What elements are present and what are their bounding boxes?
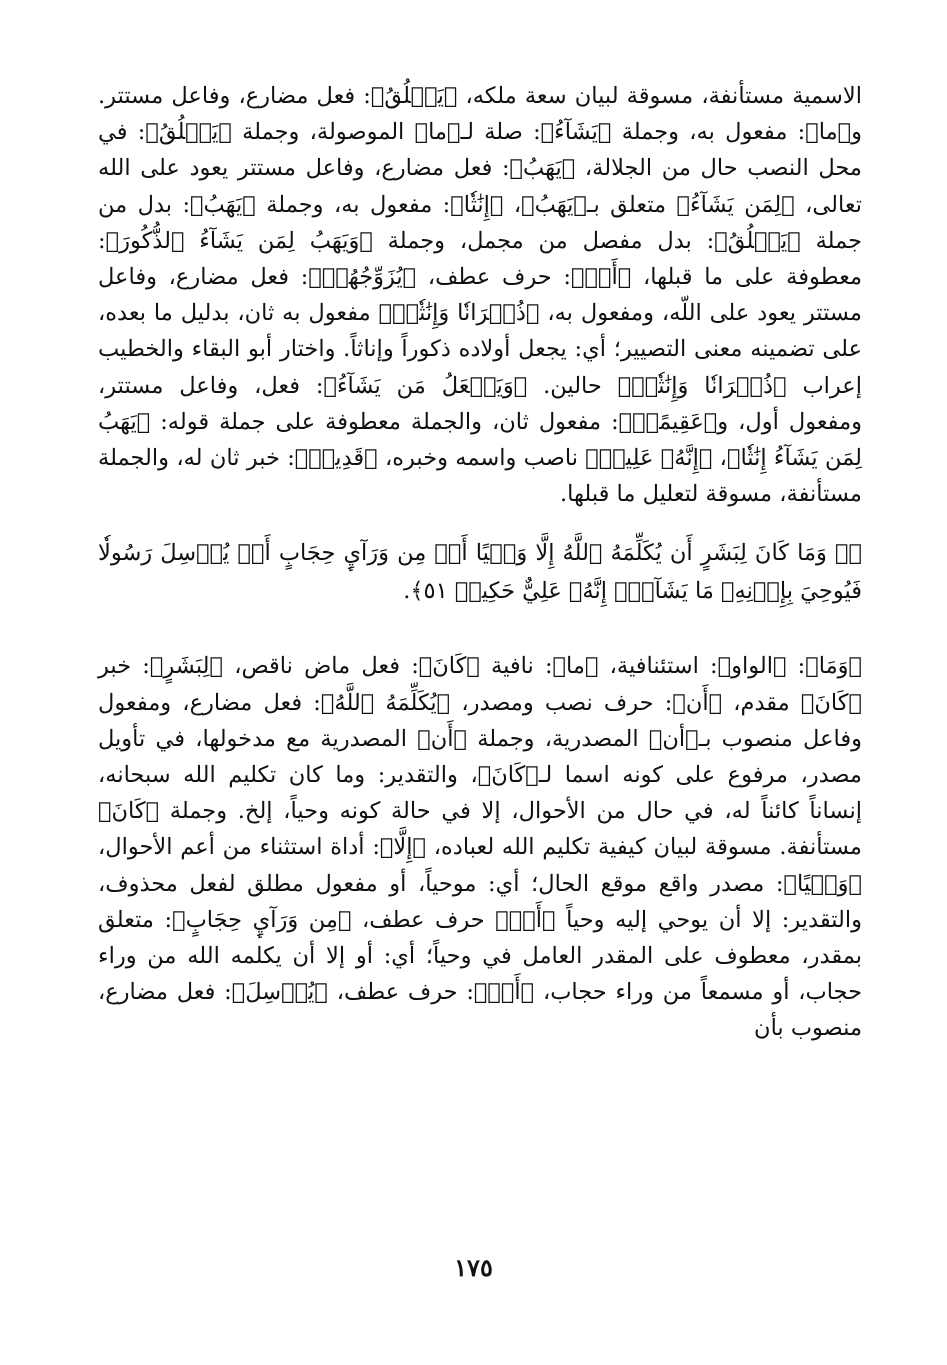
- paragraph-i-rab-ayah-51: ﴿وَمَا﴾: ﴿الواو﴾: استئنافية، ﴿ما﴾: نافية ﴿كَانَ﴾: فعل ماض ناقص، ﴿لِبَشَرٍ﴾: خبر ﴿كَانَ﴾ مقدم، ﴿أَن﴾: حرف نصب ومصدر، ﴿يُكَلِّمَهُ ٱللَّهُ﴾: فعل مضارع، ومفعول وفاعل منصوب بـ﴿أن﴾ المصدرية، وجملة ﴿أَن﴾ المصدرية مع مدخولها، في تأويل مصدر، مرفوع على كونه اسما لـ﴿كَانَ﴾، والتقدير: وما كان تكليم الله سبحانه، إنساناً كائناً له، في حال من الأحوال، إلا في حالة كونه وحياً، إلخ. وجملة ﴿كَانَ﴾ مستأنفة. مسوقة لبيان كيفية تكليم الله لعباده، ﴿إِلَّا﴾: أداة استثناء من أعم الأحوال، ﴿وَحۡيًا﴾: مصدر واقع موقع الحال؛ أي: موحياً، أو مفعول مطلق لفعل محذوف، والتقدير: إلا أن يوحي إليه وحياً ﴿أَوۡ﴾ حرف عطف، ﴿مِن وَرَآيِٕ حِجَابٍ﴾: متعلق بمقدر، معطوف على المقدر العامل في وحياً؛ أي: أو إلا أن يكلمه الله من وراء حجاب، أو مسمعاً من وراء حجاب، ﴿أَوۡ﴾: حرف عطف، ﴿يُرۡسِلَ﴾: فعل مضارع، منصوب بأن: [98, 653, 862, 1042]
- paragraph-i-rab-ayah-50: الاسمية مستأنفة، مسوقة لبيان سعة ملكه، ﴿يَخۡلُقُ﴾: فعل مضارع، وفاعل مستتر. و﴿ما﴾: مفعول به، وجملة ﴿يَشَآءُ﴾: صلة لـ﴿ما﴾ الموصولة، وجملة ﴿يَخۡلُقُ﴾: في محل النصب حال من الجلالة، ﴿يَهَبُ﴾: فعل مضارع، وفاعل مستتر يعود على الله تعالى، ﴿لِمَن يَشَآءُ﴾ متعلق بـ﴿يَهَبُ﴾، ﴿إِنَٰثٗا﴾: مفعول به، وجملة ﴿يَهَبُ﴾: بدل من جملة ﴿يَخۡلُقُ﴾: بدل مفصل من مجمل، وجملة ﴿وَيَهَبُ لِمَن يَشَآءُ ٱلذُّكُورَ﴾: معطوفة على ما قبلها، ﴿أَوۡ﴾: حرف عطف، ﴿يُزَوِّجُهُمۡ﴾: فعل مضارع، وفاعل مستتر يعود على اللّه، ومفعول به، ﴿ذُكۡرَانٗا وَإِنَٰثٗاۖ﴾ مفعول به ثان، بدليل ما بعده، على تضمينه معنى التصيير؛ أي: يجعل أولاده ذكوراً وإناثاً. واختار أبو البقاء والخطيب إعراب ﴿ذُكۡرَانٗا وَإِنَٰثٗاۖ﴾ حالين. ﴿وَيَجۡعَلُ مَن يَشَآءُ﴾: فعل، وفاعل مستتر، ومفعول أول، و﴿عَقِيمًاۚ﴾: مفعول ثان، والجملة معطوفة على جملة قوله: ﴿يَهَبُ لِمَن يَشَآءُ إِنَٰثٗا﴾، ﴿إِنَّهُۥ عَلِيمٞ﴾ ناصب واسمه وخبره، ﴿قَدِيرٞ﴾: خبر ثان له، والجملة مستأنفة، مسوقة لتعليل ما قبلها.: [98, 83, 862, 508]
- quran-verse-51: ﴿۞ وَمَا كَانَ لِبَشَرٍ أَن يُكَلِّمَهُ ٱللَّهُ إِلَّا وَحۡيًا أَوۡ مِن وَرَآيِٕ حِجَابٍ أَوۡ يُرۡسِلَ رَسُولٗا فَيُوحِيَ بِإِذۡنِهِۦ مَا يَشَآءُۚ إِنَّهُۥ عَلِيٌّ حَكِيمٞ ٥١﴾.: [98, 540, 862, 605]
- page-number: ١٧٥: [454, 1253, 493, 1282]
